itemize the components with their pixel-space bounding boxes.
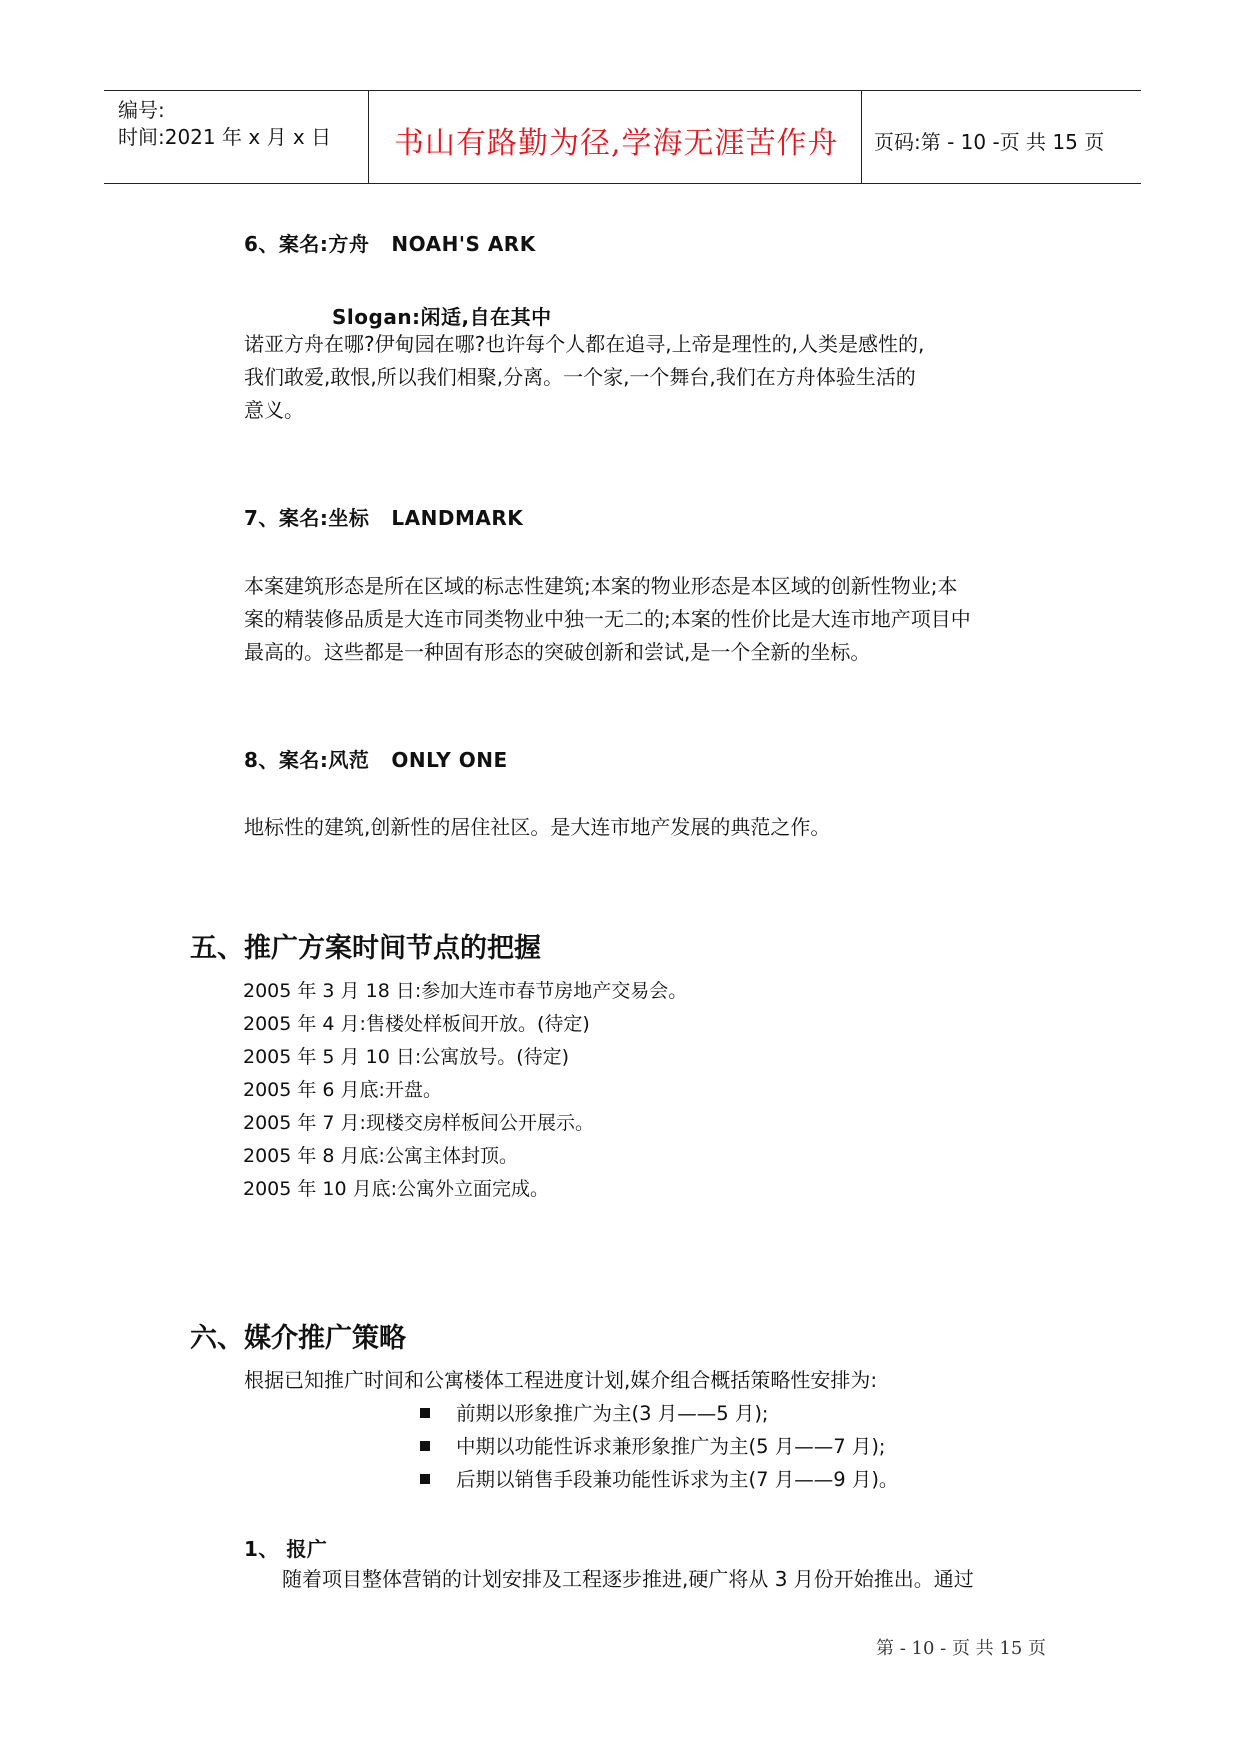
case-6-line-2: 我们敢爱,敢恨,所以我们相聚,分离。一个家,一个舞台,我们在方舟体验生活的: [244, 365, 916, 389]
section-5-heading: 五、推广方案时间节点的把握: [190, 933, 541, 964]
case-6-line-1: 诺亚方舟在哪?伊甸园在哪?也许每个人都在追寻,上帝是理性的,人类是感性的,: [244, 332, 925, 356]
header-motto: 书山有路勤为径,学海无涯苦作舟: [394, 126, 839, 161]
case-8-title-en: ONLY ONE: [391, 748, 508, 772]
case-7-title-cn: 7、案名:坐标: [244, 506, 370, 530]
section-5-list: [243, 975, 687, 1206]
case-6-title: [244, 228, 536, 257]
case-8-text: [244, 811, 830, 844]
case-8-title-cn: 8、案名:风范: [244, 748, 370, 772]
header-divider-right: [861, 90, 862, 183]
case-8-line-1: 地标性的建筑,创新性的居住社区。是大连市地产发展的典范之作。: [244, 815, 831, 839]
timeline-item-3: 2005 年 5 月 10 日:公寓放号。(待定): [243, 1046, 570, 1068]
header-time-label: 时间:2021 年 x 月 x 日: [118, 125, 332, 149]
case-6-slogan: Slogan:闲适,自在其中: [332, 305, 552, 329]
bullet-item-2: 中期以功能性诉求兼形象推广为主(5 月——7 月);: [420, 1430, 898, 1463]
section-6-sub-text: 随着项目整体营销的计划安排及工程逐步推进,硬广将从 3 月份开始推出。通过: [282, 1567, 974, 1591]
footer-page-number: 第 - 10 - 页 共 15 页: [876, 1638, 1047, 1659]
bullet-square-icon: [420, 1441, 430, 1451]
header-serial-label: 编号:: [118, 98, 165, 122]
bullet-item-3: 后期以销售手段兼功能性诉求为主(7 月——9 月)。: [420, 1463, 898, 1496]
case-6-text: [244, 328, 924, 427]
timeline-item-7: 2005 年 10 月底:公寓外立面完成。: [243, 1178, 550, 1200]
timeline-item-1: 2005 年 3 月 18 日:参加大连市春节房地产交易会。: [243, 980, 688, 1002]
timeline-item-6: 2005 年 8 月底:公寓主体封顶。: [243, 1145, 518, 1167]
bullet-item-1: 前期以形象推广为主(3 月——5 月);: [420, 1397, 898, 1430]
case-7-title: [244, 502, 523, 531]
section-6-intro: 根据已知推广时间和公寓楼体工程进度计划,媒介组合概括策略性安排为:: [244, 1368, 878, 1392]
header-top-rule: [104, 90, 1141, 91]
timeline-item-4: 2005 年 6 月底:开盘。: [243, 1079, 442, 1101]
timeline-item-5: 2005 年 7 月:现楼交房样板间公开展示。: [243, 1112, 594, 1134]
case-7-line-1: 本案建筑形态是所在区域的标志性建筑;本案的物业形态是本区域的创新性物业;本: [244, 574, 958, 598]
case-7-line-3: 最高的。这些都是一种固有形态的突破创新和尝试,是一个全新的坐标。: [244, 640, 871, 664]
timeline-item-2: 2005 年 4 月:售楼处样板间开放。(待定): [243, 1013, 590, 1035]
section-6-heading: 六、媒介推广策略: [190, 1323, 406, 1354]
bullet-square-icon: [420, 1474, 430, 1484]
section-6-bullets: [420, 1397, 898, 1496]
case-6-title-cn: 6、案名:方舟: [244, 232, 370, 256]
header-divider-left: [368, 90, 369, 183]
bullet-square-icon: [420, 1408, 430, 1418]
case-6-line-3: 意义。: [244, 398, 304, 422]
header-bottom-rule: [104, 183, 1141, 184]
case-7-text: [244, 570, 971, 669]
case-6-title-en: NOAH'S ARK: [391, 232, 536, 256]
case-8-title: [244, 744, 508, 773]
case-7-title-en: LANDMARK: [391, 506, 524, 530]
header-page-label: 页码:第 - 10 -页 共 15 页: [874, 130, 1105, 154]
section-6-sub-heading: 1、 报广: [244, 1537, 328, 1561]
case-7-line-2: 案的精装修品质是大连市同类物业中独一无二的;本案的性价比是大连市地产项目中: [244, 607, 971, 631]
